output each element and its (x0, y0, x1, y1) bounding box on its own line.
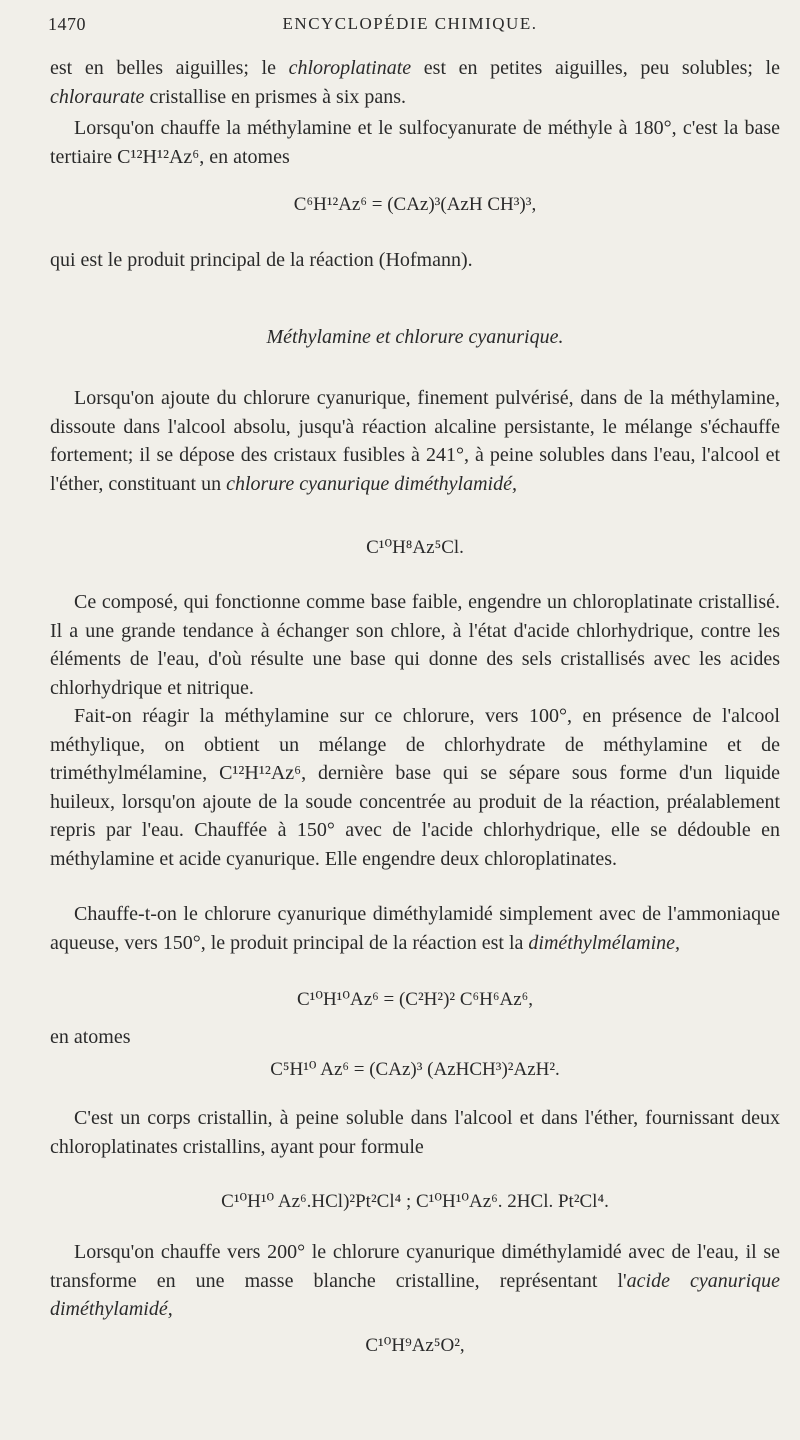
paragraph-1: est en belles aiguilles; le chloroplatinate est en petites aiguilles, peu solubles; le chloraurate cristallise en prismes à six pans. (50, 57, 780, 108)
paragraph-2: Lorsqu'on chauffe la méthylamine et le sulfocyanurate de méthyle à 180°, c'est la base tertiaire C¹²H¹²Az⁶, en atomes (50, 117, 780, 168)
italic-term: chloroplatinate (288, 57, 412, 79)
formula-1: C⁶H¹²Az⁶ = (CAz)³(AzH CH³)³, (293, 194, 537, 215)
formula-2: C¹⁰H⁸Az⁵Cl. (366, 537, 464, 558)
formula-3: C¹⁰H¹⁰Az⁶ = (C²H²)² C⁶H⁶Az⁶, (296, 989, 534, 1010)
italic-term: acide cyanurique diméthylamidé, (50, 1269, 781, 1320)
paragraph-10: Lorsqu'on chauffe vers 200° le chlorure cyanurique diméthylamidé avec de l'eau, il se transforme en une masse blanche cristalline, représentant l'acide cyanurique diméthylamidé, (50, 1241, 781, 1320)
formula-6: C¹⁰H⁹Az⁵O², (365, 1335, 465, 1356)
formula-5: C¹⁰H¹⁰ Az⁶.HCl)²Pt²Cl⁴ ; C¹⁰H¹⁰Az⁶. 2HCl. Pt²Cl⁴. (221, 1191, 609, 1212)
paragraph-3: qui est le produit principal de la réaction (Hofmann). (50, 249, 473, 271)
paragraph-6: Fait-on réagir la méthylamine sur ce chlorure, vers 100°, en présence de l'alcool méthylique, on obtient un mélange de chlorhydrate de méthylamine et de triméthylmélamine, C¹²H¹²Az⁶, dernière base qui se sépare sous forme d'un liquide huileux, lorsqu'on ajoute de la soude concentrée au produit de la réaction, préalablement repris par l'eau. Chauffée à 150° avec de l'acide chlorhydrique, elle se dédouble en méthylamine et acide cyanurique. Elle engendre deux chloroplatinates. (50, 705, 780, 870)
italic-term: chlorure cyanurique diméthylamidé, (226, 472, 517, 495)
italic-term: chloraurate (50, 85, 145, 108)
formula-4: C⁵H¹⁰ Az⁶ = (CAz)³ (AzHCH³)²AzH². (270, 1059, 560, 1080)
italic-term: diméthylmélamine, (528, 931, 681, 954)
paragraph-7: Chauffe-t-on le chlorure cyanurique diméthylamidé simplement avec de l'ammoniaque aqueuse, vers 150°, le produit principal de la réaction est la diméthylmélamine, (50, 903, 780, 954)
running-title: ENCYCLOPÉDIE CHIMIQUE. (282, 14, 538, 33)
page-number: 1470 (48, 14, 86, 34)
paragraph-9: C'est un corps cristallin, à peine soluble dans l'alcool et dans l'éther, fournissant deux chloroplatinates cristallins, ayant pour formule (50, 1107, 780, 1158)
page-header (48, 14, 772, 42)
section-subtitle: Méthylamine et chlorure cyanurique. (266, 326, 564, 348)
paragraph-5: Ce composé, qui fonctionne comme base faible, engendre un chloroplatinate cristallisé. Il a une grande tendance à échanger son chlore, à l'état d'acide chlorhydrique, contre les éléments de l'eau, d'où résulte une base qui donne des sels cristallisés avec les acides chlorhydrique et nitrique. (50, 591, 780, 699)
paragraph-8: en atomes (50, 1026, 131, 1048)
paragraph-4: Lorsqu'on ajoute du chlorure cyanurique, finement pulvérisé, dans de la méthylamine, dissoute dans l'alcool absolu, jusqu'à réaction alcaline persistante, le mélange s'échauffe fortement; il se dépose des cristaux fusibles à 241°, à peine solubles dans l'eau, l'alcool et l'éther, constituant un chlorure cyanurique diméthylamidé, (50, 387, 780, 495)
